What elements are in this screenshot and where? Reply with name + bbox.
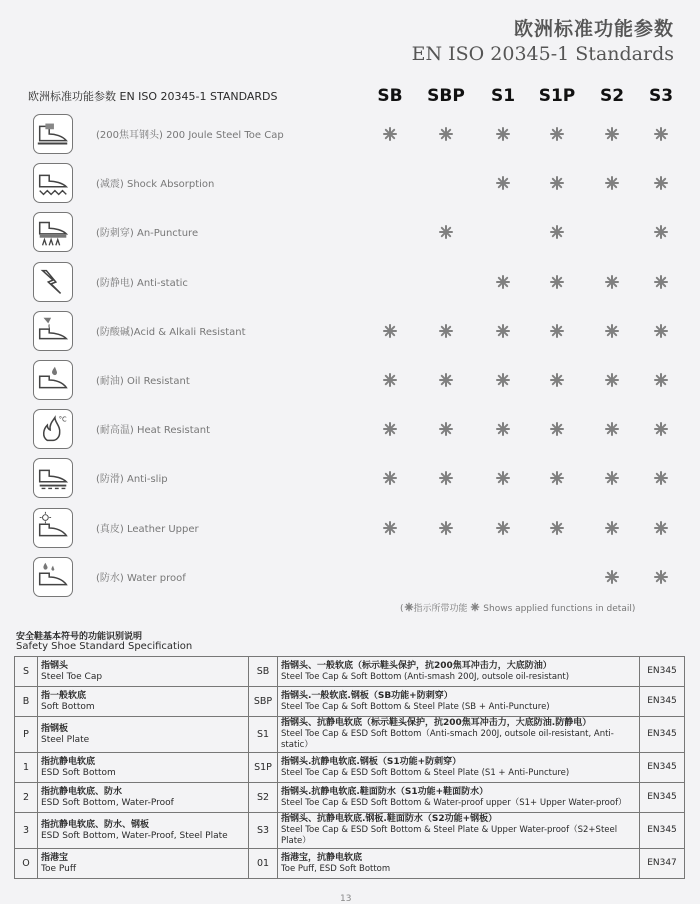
shock-absorption-icon xyxy=(33,163,73,203)
asterisk-icon xyxy=(438,421,454,437)
right-description xyxy=(278,687,640,717)
asterisk-icon xyxy=(604,323,620,339)
table-row xyxy=(15,753,685,783)
asterisk-icon xyxy=(604,520,620,536)
table-row xyxy=(15,657,685,687)
left-cn: 指一般软底 xyxy=(41,690,87,701)
right-cn: 指钢头.抗静电软底.钢板（S1功能+防刺穿） xyxy=(281,756,462,767)
standard-code: EN345 xyxy=(640,813,685,849)
right-description xyxy=(278,717,640,753)
asterisk-icon xyxy=(653,274,669,290)
left-cn: 指抗静电软底、防水、钢板 xyxy=(41,819,150,830)
right-code: S3 xyxy=(249,813,278,849)
asterisk-icon xyxy=(438,224,454,240)
asterisk-icon xyxy=(653,175,669,191)
left-code: 3 xyxy=(15,813,38,849)
asterisk-icon xyxy=(604,126,620,142)
grade-header-s3: S3 xyxy=(648,86,674,106)
left-cn: 指港宝 xyxy=(41,852,69,863)
asterisk-icon xyxy=(382,421,398,437)
right-code: 01 xyxy=(249,849,278,879)
right-cn: 指钢头.抗静电软底.鞋面防水（S1功能+鞋面防水） xyxy=(281,786,489,797)
feature-row xyxy=(0,311,700,351)
asterisk-icon xyxy=(549,126,565,142)
right-description xyxy=(278,849,640,879)
right-code: S1P xyxy=(249,753,278,783)
grade-header-sbp: SBP xyxy=(427,86,465,106)
asterisk-icon xyxy=(404,602,414,612)
right-en: Steel Toe Cap & ESD Soft Bottom & Steel Plate & Upper Water-proof（S2+Steel Plate） xyxy=(281,825,618,846)
page-title-cn: 欧洲标准功能参数 xyxy=(513,18,674,40)
feature-label: (防酸碱)Acid & Alkali Resistant xyxy=(96,326,246,338)
feature-row xyxy=(0,508,700,548)
standard-code: EN345 xyxy=(640,687,685,717)
asterisk-icon xyxy=(604,274,620,290)
asterisk-icon xyxy=(653,470,669,486)
standard-code: EN347 xyxy=(640,849,685,879)
left-en: ESD Soft Bottom, Water-Proof xyxy=(41,797,174,808)
right-en: Steel Toe Cap & ESD Soft Bottom（Anti-smach 200J, outsole oil-resistant, Anti-static） xyxy=(281,729,614,750)
right-en: Steel Toe Cap & Soft Bottom & Steel Plate (SB + Anti-Puncture) xyxy=(281,701,550,712)
asterisk-icon xyxy=(604,372,620,388)
grade-header-s1: S1 xyxy=(490,86,516,106)
right-en: Toe Puff, ESD Soft Bottom xyxy=(281,863,391,874)
asterisk-icon xyxy=(653,569,669,585)
left-cn: 指抗静电软底 xyxy=(41,756,96,767)
feature-label: (耐高温) Heat Resistant xyxy=(96,425,211,437)
right-cn: 指钢头、抗静电软底（标示鞋头保护，抗200焦耳冲击力，大底防油.防静电） xyxy=(281,718,592,728)
svg-text:°C: °C xyxy=(58,415,67,424)
left-en: Soft Bottom xyxy=(41,701,95,712)
feature-label: (防静电) Anti-static xyxy=(96,277,188,289)
feature-row xyxy=(0,212,700,252)
right-description xyxy=(278,657,640,687)
asterisk-icon xyxy=(382,126,398,142)
right-cn: 指钢头.一般软底.钢板（SB功能+防刺穿） xyxy=(281,690,453,701)
feature-label: (防滑) Anti-slip xyxy=(96,474,168,486)
right-code: SBP xyxy=(249,687,278,717)
page-number: 13 xyxy=(340,894,352,904)
asterisk-icon xyxy=(604,421,620,437)
table-row xyxy=(15,813,685,849)
asterisk-icon xyxy=(549,520,565,536)
anti-puncture-icon xyxy=(33,212,73,252)
spec-title-cn: 安全鞋基本符号的功能识别说明 xyxy=(16,632,143,642)
standard-code: EN345 xyxy=(640,717,685,753)
asterisk-icon xyxy=(549,372,565,388)
legend xyxy=(400,601,635,614)
anti-slip-icon xyxy=(33,458,73,498)
spec-table xyxy=(14,656,685,879)
asterisk-icon xyxy=(438,520,454,536)
left-cn: 指钢板 xyxy=(41,723,69,734)
heat-resistant-icon xyxy=(33,409,73,449)
asterisk-icon xyxy=(653,421,669,437)
legend-text-en: Shows applied functions in detail) xyxy=(483,604,636,614)
oil-resistant-icon xyxy=(33,360,73,400)
left-en: Steel Toe Cap xyxy=(41,671,103,682)
feature-row xyxy=(0,409,700,449)
asterisk-icon xyxy=(604,470,620,486)
left-code: B xyxy=(15,687,38,717)
left-code: S xyxy=(15,657,38,687)
feature-label: (200焦耳钢头) 200 Joule Steel Toe Cap xyxy=(96,130,284,141)
left-code: 1 xyxy=(15,753,38,783)
legend-text-cn: 指示所带功能 xyxy=(413,604,468,614)
asterisk-icon xyxy=(495,323,511,339)
right-en: Steel Toe Cap & ESD Soft Bottom & Water-proof upper（S1+ Upper Water-proof） xyxy=(281,797,627,808)
right-description xyxy=(278,783,640,813)
asterisk-icon xyxy=(438,126,454,142)
left-description xyxy=(38,687,249,717)
asterisk-icon xyxy=(495,421,511,437)
asterisk-icon xyxy=(382,372,398,388)
right-code: S2 xyxy=(249,783,278,813)
feature-label: (防刺穿) An-Puncture xyxy=(96,228,199,240)
grade-header-s2: S2 xyxy=(599,86,625,106)
asterisk-icon xyxy=(653,520,669,536)
feature-row xyxy=(0,458,700,498)
left-en: Steel Plate xyxy=(41,734,90,745)
left-code: 2 xyxy=(15,783,38,813)
left-description xyxy=(38,813,249,849)
asterisk-icon xyxy=(653,224,669,240)
asterisk-icon xyxy=(549,224,565,240)
acid-alkali-icon xyxy=(33,311,73,351)
standard-code: EN345 xyxy=(640,753,685,783)
steel-toe-cap-icon xyxy=(33,114,73,154)
left-description xyxy=(38,717,249,753)
right-en: Steel Toe Cap & ESD Soft Bottom & Steel Plate (S1 + Anti-Puncture) xyxy=(281,767,570,778)
left-en: ESD Soft Bottom, Water-Proof, Steel Plate xyxy=(41,830,228,841)
right-code: S1 xyxy=(249,717,278,753)
grade-header-sb: SB xyxy=(377,86,403,106)
right-description xyxy=(278,813,640,849)
feature-row xyxy=(0,557,700,597)
asterisk-icon xyxy=(470,602,480,612)
asterisk-icon xyxy=(604,175,620,191)
feature-label: (防水) Water proof xyxy=(96,572,186,584)
feature-label: (真皮) Leather Upper xyxy=(96,523,199,535)
left-en: Toe Puff xyxy=(41,863,77,874)
asterisk-icon xyxy=(382,520,398,536)
standard-code: EN345 xyxy=(640,657,685,687)
left-description xyxy=(38,849,249,879)
anti-static-icon xyxy=(33,262,73,302)
asterisk-icon xyxy=(438,372,454,388)
asterisk-icon xyxy=(495,274,511,290)
asterisk-icon xyxy=(495,175,511,191)
right-code: SB xyxy=(249,657,278,687)
features-header: 欧洲标准功能参数 EN ISO 20345-1 STANDARDS xyxy=(28,90,278,103)
spec-title-en: Safety Shoe Standard Specification xyxy=(16,641,193,652)
leather-upper-icon xyxy=(33,508,73,548)
asterisk-icon xyxy=(653,372,669,388)
asterisk-icon xyxy=(549,323,565,339)
left-cn: 指抗静电软底、防水 xyxy=(41,786,123,797)
feature-row xyxy=(0,262,700,302)
water-proof-icon xyxy=(33,557,73,597)
asterisk-icon xyxy=(495,126,511,142)
asterisk-icon xyxy=(438,323,454,339)
asterisk-icon xyxy=(604,569,620,585)
asterisk-icon xyxy=(653,323,669,339)
table-row xyxy=(15,717,685,753)
feature-label: (耐油) Oil Resistant xyxy=(96,376,190,387)
right-cn: 指钢头、一般软底（标示鞋头保护，抗200焦耳冲击力，大底防油） xyxy=(281,660,552,671)
asterisk-icon xyxy=(549,421,565,437)
standard-code: EN345 xyxy=(640,783,685,813)
asterisk-icon xyxy=(495,470,511,486)
right-description xyxy=(278,753,640,783)
left-description xyxy=(38,657,249,687)
asterisk-icon xyxy=(549,175,565,191)
right-cn: 指港宝，抗静电软底 xyxy=(281,852,363,863)
legend-open: ( xyxy=(400,604,404,614)
asterisk-icon xyxy=(382,470,398,486)
asterisk-icon xyxy=(495,520,511,536)
grade-header-s1p: S1P xyxy=(538,86,576,106)
left-code: P xyxy=(15,717,38,753)
left-description xyxy=(38,753,249,783)
asterisk-icon xyxy=(495,372,511,388)
table-row xyxy=(15,783,685,813)
asterisk-icon xyxy=(549,274,565,290)
asterisk-icon xyxy=(438,470,454,486)
right-cn: 指钢头、抗静电软底.钢板.鞋面防水（S2功能+钢板） xyxy=(281,814,498,824)
asterisk-icon xyxy=(653,126,669,142)
table-row xyxy=(15,849,685,879)
left-cn: 指钢头 xyxy=(41,660,69,671)
left-en: ESD Soft Bottom xyxy=(41,767,116,778)
feature-row xyxy=(0,163,700,203)
asterisk-icon xyxy=(549,470,565,486)
page-title-block xyxy=(412,14,674,65)
feature-label: (减震) Shock Absorption xyxy=(96,179,215,191)
right-en: Steel Toe Cap & Soft Bottom (Anti-smash 200J, outsole oil-resistant) xyxy=(281,671,570,682)
table-row xyxy=(15,687,685,717)
feature-row xyxy=(0,360,700,400)
feature-row xyxy=(0,114,700,154)
asterisk-icon xyxy=(382,323,398,339)
left-code: O xyxy=(15,849,38,879)
page-title-en: EN ISO 20345-1 Standards xyxy=(411,43,674,65)
left-description xyxy=(38,783,249,813)
